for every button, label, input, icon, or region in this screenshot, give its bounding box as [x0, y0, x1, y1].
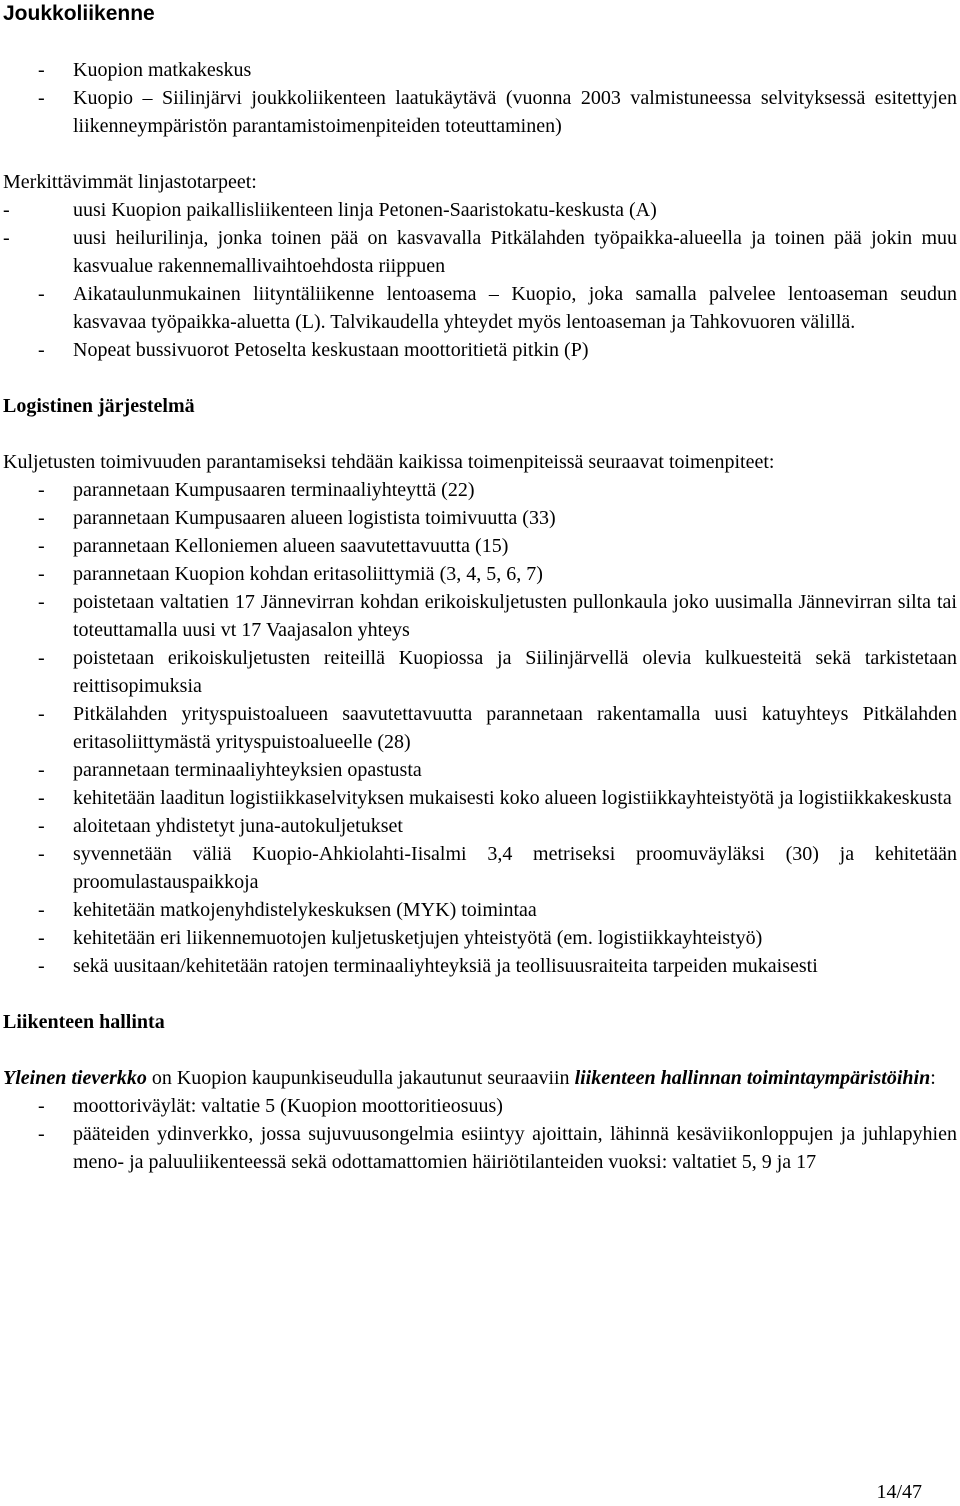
list-item: - kehitetään laaditun logistiikkaselvityksen mukaisesti koko alueen logistiikkayhteistyötä ja logistiikkakeskusta — [3, 784, 957, 812]
list-item: - moottoriväylät: valtatie 5 (Kuopion moottoritieosuus) — [3, 1092, 957, 1120]
hallinta-intro — [3, 1064, 957, 1092]
list-item: - Nopeat bussivuorot Petoselta keskustaan moottoritietä pitkin (P) — [3, 336, 957, 364]
list-item: - parannetaan Kuopion kohdan eritasoliittymiä (3, 4, 5, 6, 7) — [3, 560, 957, 588]
section-title-logistiikka: Logistinen järjestelmä — [3, 395, 195, 417]
list-item: - poistetaan valtatien 17 Jännevirran kohdan erikoiskuljetusten pullonkaula joko uusimalla Jännevirran silta tai toteuttamalla uusi vt 17 Vaajasalon yhteys — [3, 588, 957, 644]
list-item: - poistetaan erikoiskuljetusten reiteillä Kuopiossa ja Siilinjärvellä olevia kulkuesteitä sekä tarkistetaan reittisopimuksia — [3, 644, 957, 700]
list-item: - parannetaan Kumpusaaren terminaaliyhteyttä (22) — [3, 476, 957, 504]
linjastotarpeet-list-continued — [3, 280, 957, 364]
list-item: - pääteiden ydinverkko, jossa sujuvuusongelmia esiintyy ajoittain, lähinnä kesäviikonloppujen ja juhlapyhien meno- ja paluuliikenteessä sekä odottamattomien häiriötilanteiden vuoksi: valtatiet 5, 9 ja 17 — [3, 1120, 957, 1176]
list-item: - Pitkälahden yrityspuistoalueen saavutettavuutta parannetaan rakentamalla uusi katuyhteys Pitkälahden eritasoliittymästä yrityspuistoalueelle (28) — [3, 700, 957, 756]
list-item: - Aikataulunmukainen liityntäliikenne lentoasema – Kuopio, joka samalla palvelee lentoaseman seudun kasvavaa työpaikka-aluetta (L). Talvikaudella yhteydet myös lentoaseman ja Tahkovuoren välillä. — [3, 280, 957, 336]
list-item: - Kuopion matkakeskus — [3, 56, 957, 84]
hallinta-intro-em2: liikenteen hallinnan toimintaympäristöihin — [574, 1067, 931, 1089]
linjastotarpeet-list — [0, 196, 957, 280]
list-item: - kehitetään matkojenyhdistelykeskuksen (MYK) toimintaa — [3, 896, 957, 924]
hallinta-intro-end: : — [930, 1067, 936, 1089]
list-item: - sekä uusitaan/kehitetään ratojen terminaaliyhteyksiä ja teollisuusraiteita tarpeiden mukaisesti — [3, 952, 957, 980]
list-item: - parannetaan Kumpusaaren alueen logistista toimivuutta (33) — [3, 504, 957, 532]
list-item: - uusi Kuopion paikallisliikenteen linja Petonen-Saaristokatu-keskusta (A) — [0, 196, 957, 224]
document-page — [3, 0, 957, 1176]
hallinta-intro-mid: on Kuopion kaupunkiseudulla jakautunut seuraaviin — [146, 1067, 575, 1089]
section-title-hallinta: Liikenteen hallinta — [3, 1011, 165, 1033]
list-item: - syvennetään väliä Kuopio-Ahkiolahti-Iisalmi 3,4 metriseksi proomuväyläksi (30) ja kehitetään proomulastauspaikkoja — [3, 840, 957, 896]
section-title-joukkoliikenne: Joukkoliikenne — [3, 2, 155, 25]
list-item: - kehitetään eri liikennemuotojen kuljetusketjujen yhteistyötä (em. logistiikkayhteistyö) — [3, 924, 957, 952]
joukkoliikenne-list — [3, 56, 957, 140]
hallinta-list — [3, 1092, 957, 1176]
logistiikka-list — [3, 476, 957, 980]
list-item: - parannetaan Kelloniemen alueen saavutettavuutta (15) — [3, 532, 957, 560]
list-item: - parannetaan terminaaliyhteyksien opastusta — [3, 756, 957, 784]
hallinta-intro-em1: Yleinen tieverkko — [3, 1067, 147, 1089]
list-item: - Kuopio – Siilinjärvi joukkoliikenteen laatukäytävä (vuonna 2003 valmistuneessa selvityksessä esitettyjen liikenneympäristön parantamistoimenpiteiden toteuttaminen) — [3, 84, 957, 140]
logistiikka-intro: Kuljetusten toimivuuden parantamiseksi tehdään kaikissa toimenpiteissä seuraavat toimenpiteet: — [3, 451, 775, 473]
linjastotarpeet-heading: Merkittävimmät linjastotarpeet: — [3, 171, 257, 193]
list-item: - aloitetaan yhdistetyt juna-autokuljetukset — [3, 812, 957, 840]
page-number: 14/47 — [876, 1481, 922, 1503]
list-item: - uusi heilurilinja, jonka toinen pää on kasvavalla Pitkälahden työpaikka-alueella ja toinen pää jokin muu kasvualue rakennemallivaihtoehdosta riippuen — [0, 224, 957, 280]
